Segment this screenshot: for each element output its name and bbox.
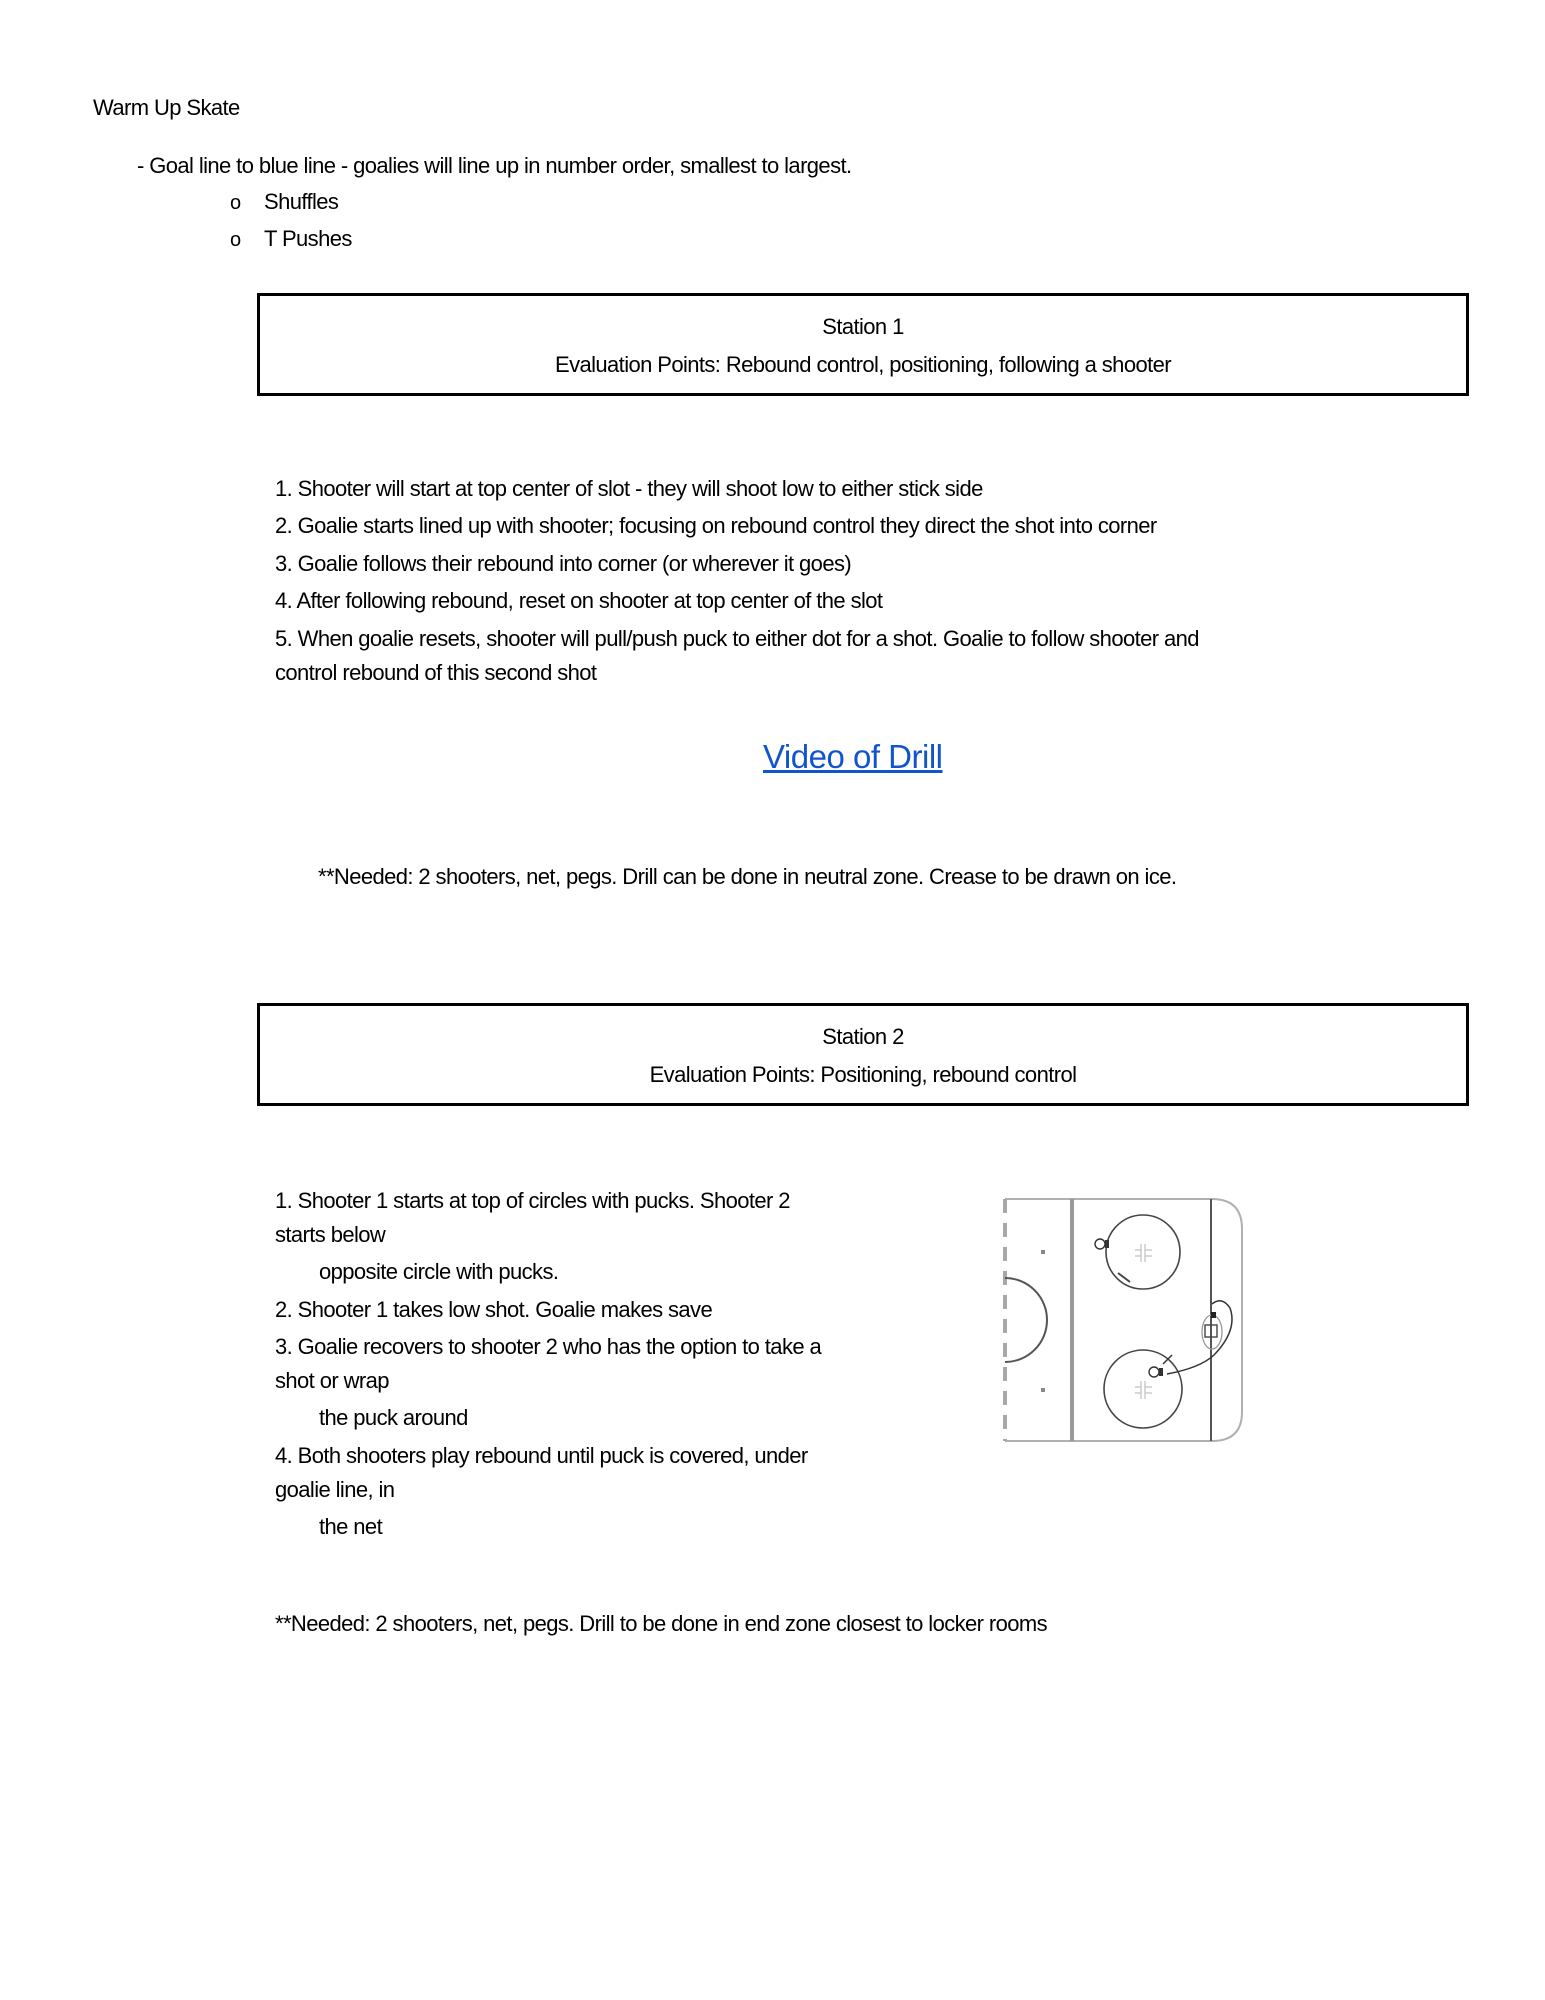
rink-boards: [1005, 1199, 1242, 1441]
shooter-2-icon: [1149, 1367, 1159, 1377]
video-of-drill-link[interactable]: Video of Drill: [763, 738, 943, 775]
warmup-sub-item: T Pushes: [264, 226, 352, 251]
station2-title: Station 2: [822, 1024, 904, 1049]
faceoff-dot: [1041, 1250, 1045, 1254]
station1-step: 5. When goalie resets, shooter will pull/push puck to either dot for a shot. Goalie to follow shooter and: [275, 626, 1199, 651]
station2-step: 3. Goalie recovers to shooter 2 who has the option to take a: [275, 1334, 822, 1359]
shooter-2-marker: [1159, 1368, 1163, 1376]
station2-step: 4. Both shooters play rebound until puck is covered, under: [275, 1443, 808, 1468]
station1-evaluation: Evaluation Points: Rebound control, positioning, following a shooter: [555, 352, 1171, 377]
wrap-around-path: [1167, 1301, 1232, 1374]
station1-step: 4. After following rebound, reset on shooter at top center of the slot: [275, 588, 883, 613]
station2-step-continued: the puck around: [319, 1405, 468, 1430]
sub-bullet-icon: o: [230, 192, 241, 214]
warmup-sub-item: Shuffles: [264, 189, 339, 214]
shooter-1-icon: [1095, 1239, 1105, 1249]
station1-step: 2. Goalie starts lined up with shooter; focusing on rebound control they direct the shot into corner: [275, 513, 1157, 538]
hash-marks: [1135, 1244, 1152, 1399]
warmup-title: Warm Up Skate: [93, 95, 240, 120]
station1-step-continued: control rebound of this second shot: [275, 660, 597, 685]
station2-header-box: [257, 1003, 1469, 1106]
station1-step: 1. Shooter will start at top center of slot - they will shoot low to either stick side: [275, 476, 983, 501]
faceoff-circle-bottom: [1104, 1350, 1182, 1428]
net-icon: [1211, 1312, 1216, 1318]
station2-evaluation: Evaluation Points: Positioning, rebound control: [649, 1062, 1077, 1087]
rink-drill-diagram: [1000, 1194, 1250, 1446]
station2-step-continued: goalie line, in: [275, 1477, 395, 1502]
station2-step-continued: opposite circle with pucks.: [319, 1259, 559, 1284]
station1-header-box: [257, 293, 1469, 396]
station2-step-continued: shot or wrap: [275, 1368, 389, 1393]
station2-step: 2. Shooter 1 takes low shot. Goalie makes save: [275, 1297, 713, 1322]
sub-bullet-icon: o: [230, 229, 241, 251]
station1-step: 3. Goalie follows their rebound into corner (or wherever it goes): [275, 551, 852, 576]
station2-step-continued: starts below: [275, 1222, 386, 1247]
station2-step: 1. Shooter 1 starts at top of circles with pucks. Shooter 2: [275, 1188, 790, 1213]
shooter-1-marker: [1105, 1240, 1109, 1248]
station1-title: Station 1: [822, 314, 904, 339]
warmup-main-item: - Goal line to blue line - goalies will line up in number order, smallest to largest.: [137, 153, 852, 178]
center-circle-arc: [1005, 1278, 1047, 1362]
faceoff-circle-top: [1106, 1215, 1180, 1289]
faceoff-dot: [1041, 1388, 1045, 1392]
station2-step-continued: the net: [319, 1514, 383, 1539]
station1-needed-note: **Needed: 2 shooters, net, pegs. Drill can be done in neutral zone. Crease to be drawn on ice.: [318, 864, 1177, 889]
station2-needed-note: **Needed: 2 shooters, net, pegs. Drill to be done in end zone closest to locker rooms: [275, 1611, 1048, 1636]
